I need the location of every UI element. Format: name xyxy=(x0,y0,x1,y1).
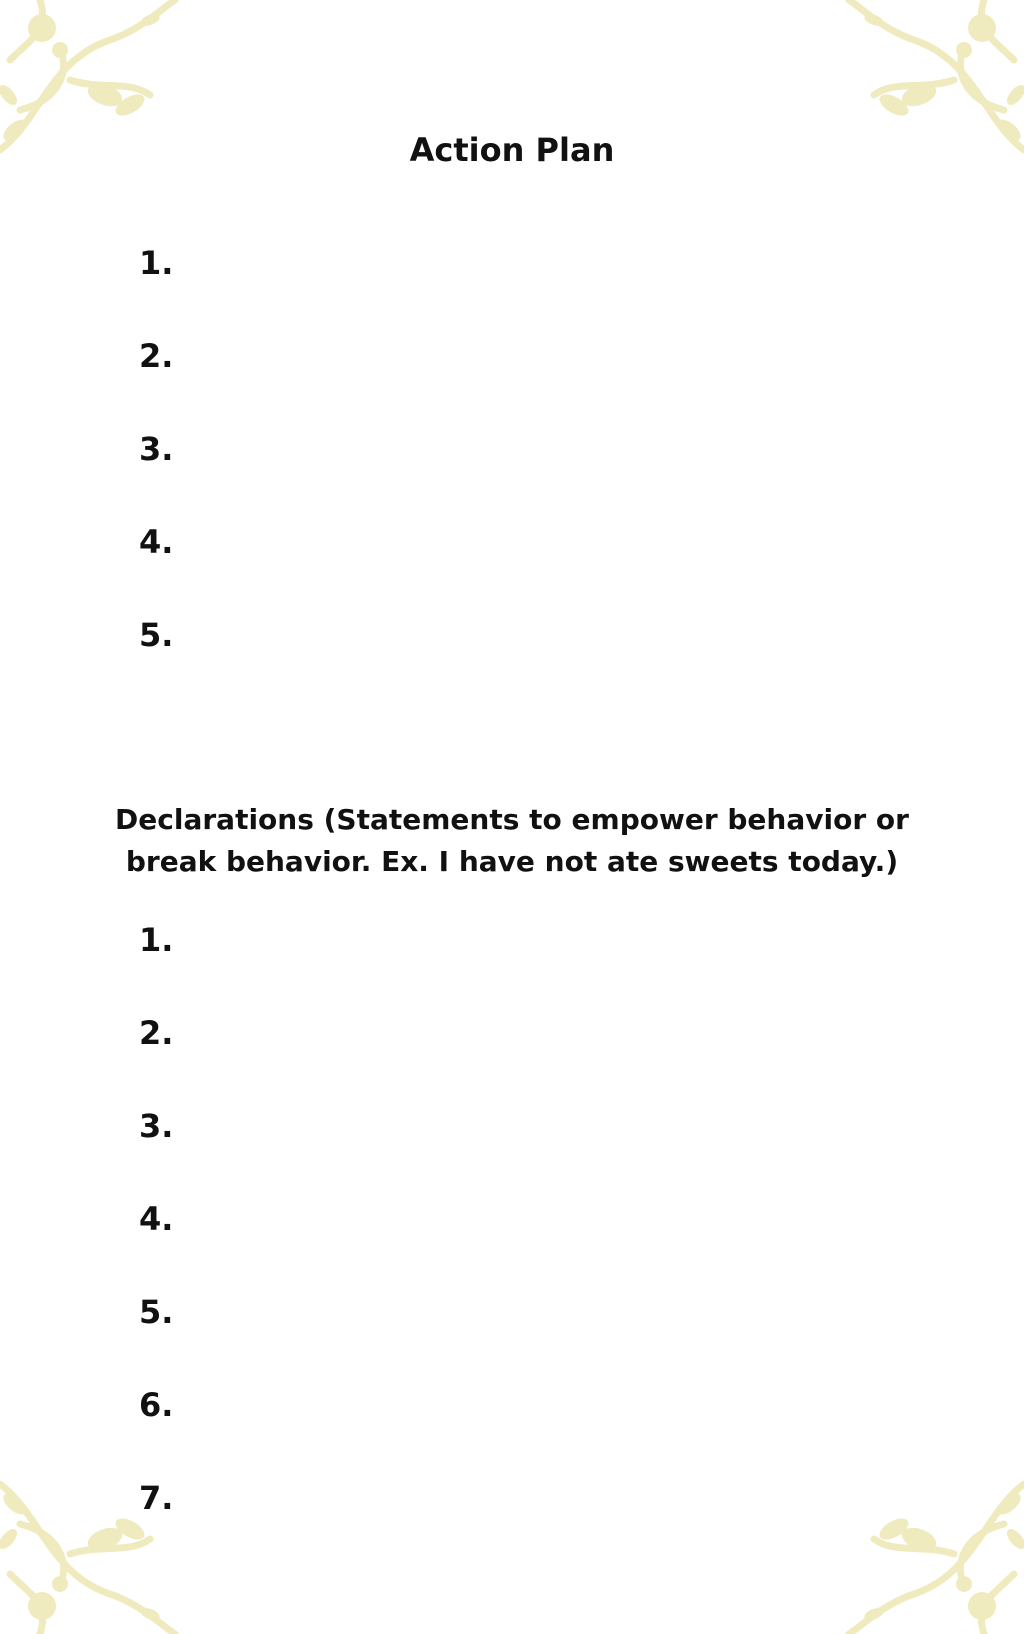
action-plan-list xyxy=(139,243,173,708)
declaration-item: 3. xyxy=(139,1107,174,1145)
action-plan-item: 3. xyxy=(139,430,174,468)
declaration-item: 1. xyxy=(139,921,174,959)
declarations-heading xyxy=(60,799,964,883)
action-plan-item: 4. xyxy=(139,523,174,561)
declarations-heading-line1: Declarations (Statements to empower behavior or xyxy=(115,803,909,836)
declaration-item: 7. xyxy=(139,1479,174,1517)
action-plan-item: 5. xyxy=(139,616,174,654)
declaration-item: 6. xyxy=(139,1386,174,1424)
floral-ornament-icon xyxy=(824,1434,1024,1634)
action-plan-item: 1. xyxy=(139,244,174,282)
action-plan-item: 2. xyxy=(139,337,174,375)
floral-ornament-bottom-right xyxy=(824,1434,1024,1634)
declaration-item: 5. xyxy=(139,1293,174,1331)
floral-ornament-top-right xyxy=(824,0,1024,200)
floral-ornament-icon xyxy=(0,0,200,200)
declarations-heading-line2: break behavior. Ex. I have not ate sweets today.) xyxy=(125,845,899,878)
declarations-list xyxy=(139,920,173,1571)
declaration-item: 2. xyxy=(139,1014,174,1052)
page-title: Action Plan xyxy=(409,131,615,169)
floral-ornament-top-left xyxy=(0,0,200,200)
declaration-item: 4. xyxy=(139,1200,174,1238)
floral-ornament-icon xyxy=(824,0,1024,200)
